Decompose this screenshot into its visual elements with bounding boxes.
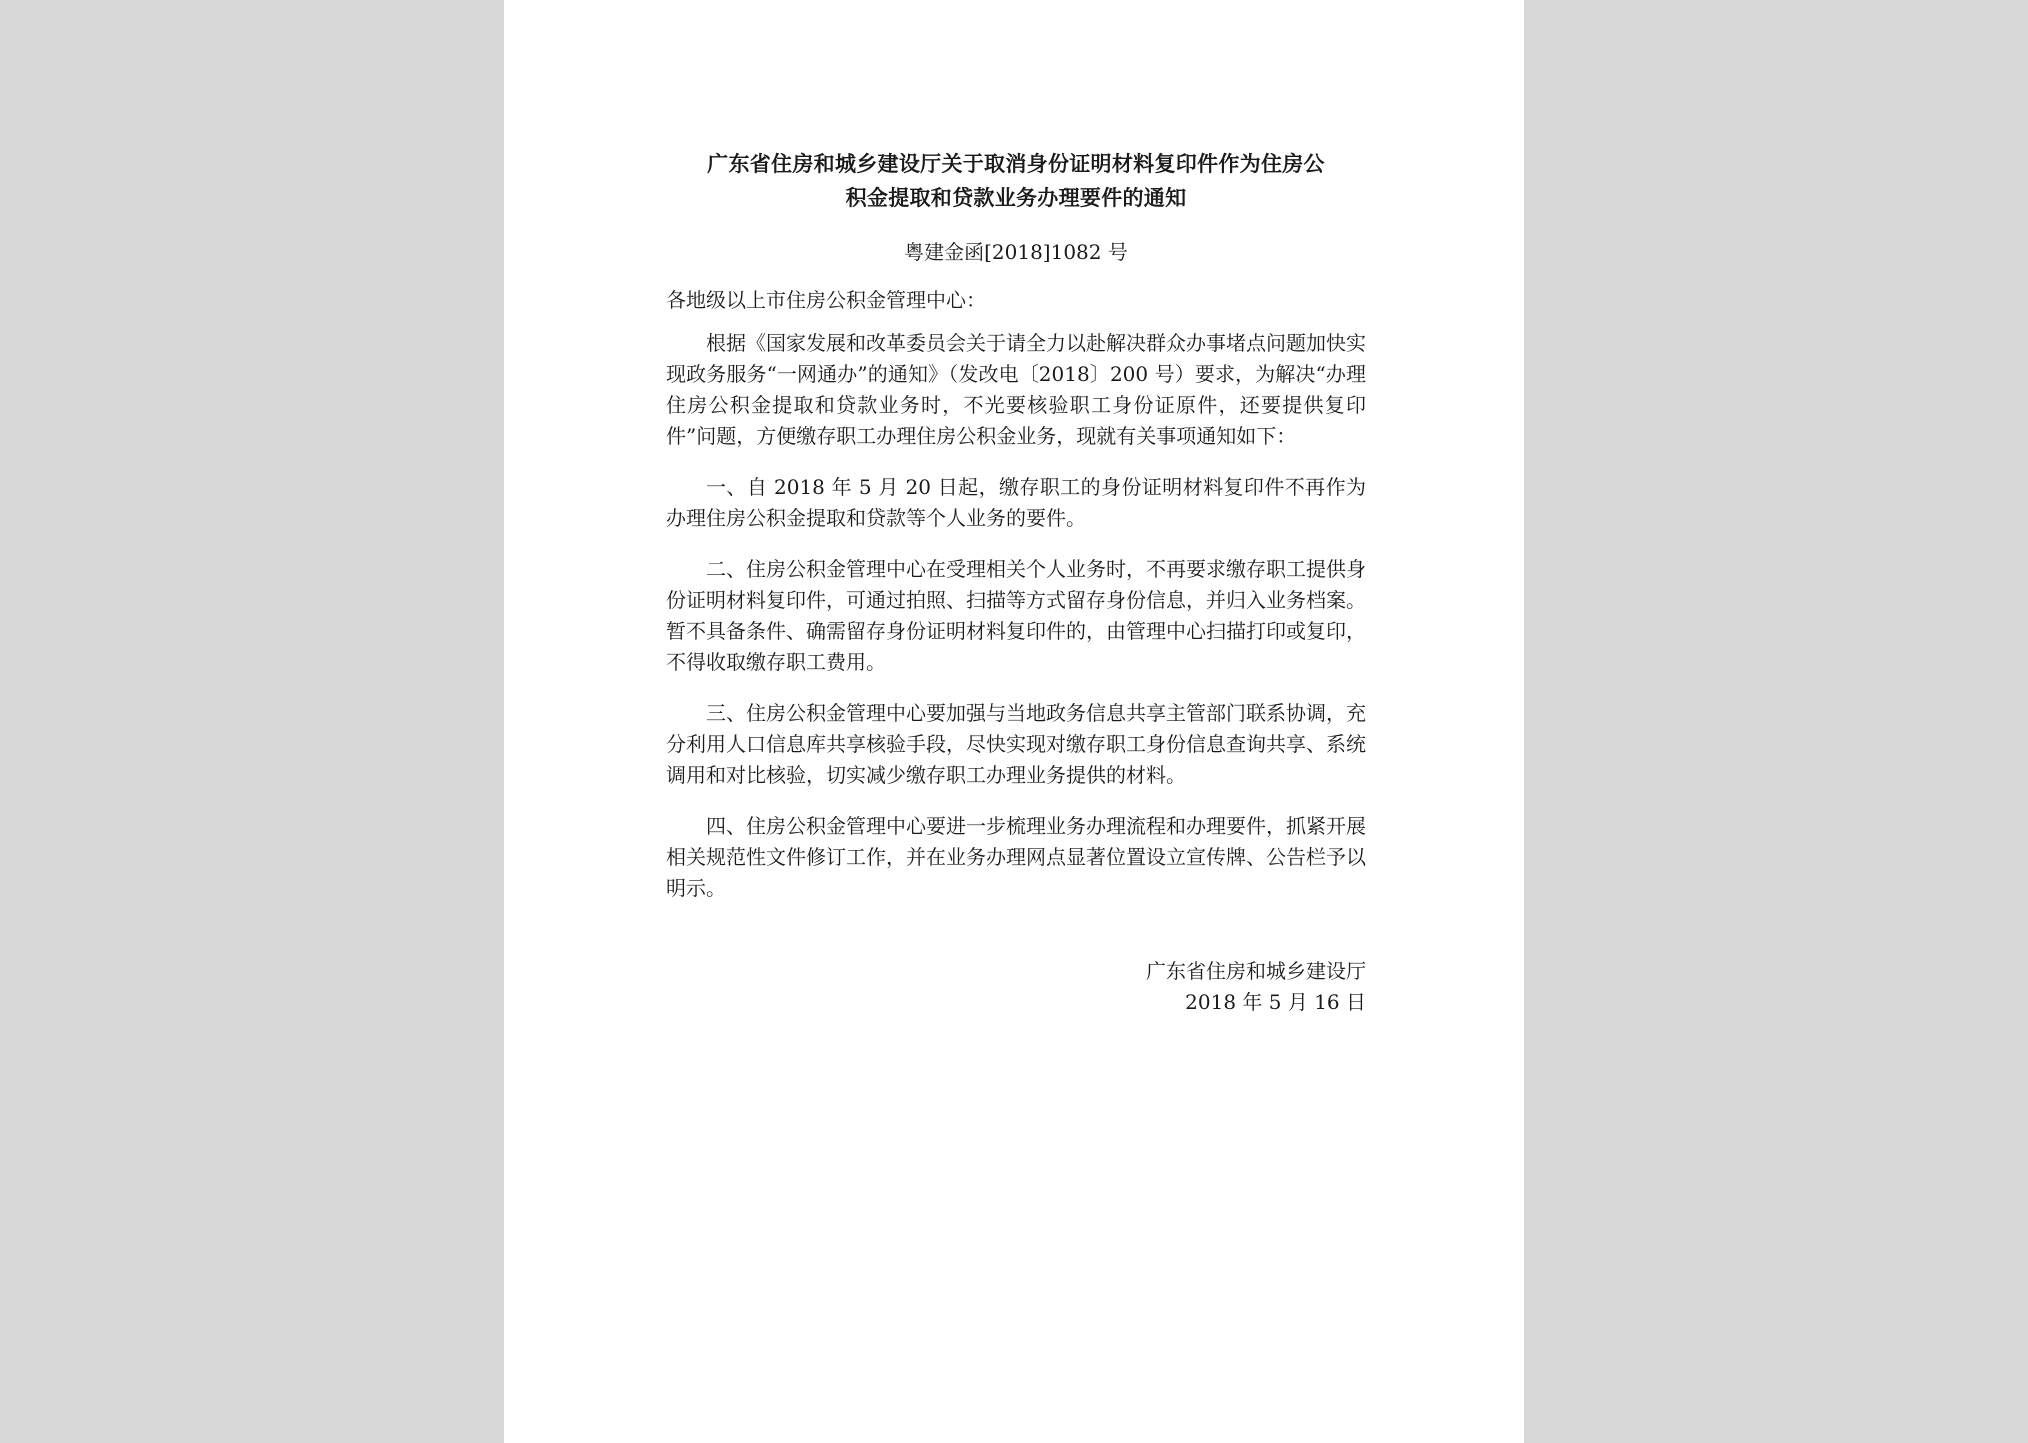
title-line-1: 广东省住房和城乡建设厅关于取消身份证明材料复印件作为住房公: [707, 152, 1325, 176]
document-page: [504, 0, 1524, 1443]
signature-block: [666, 956, 1366, 1018]
paragraph-item-1: 一、自 2018 年 5 月 20 日起，缴存职工的身份证明材料复印件不再作为办理住房公积金提取和贷款等个人业务的要件。: [666, 475, 1366, 530]
signature-date: 2018 年 5 月 16 日: [1185, 990, 1366, 1014]
paragraph-item-4: 四、住房公积金管理中心要进一步梳理业务办理流程和办理要件，抓紧开展相关规范性文件修订工作，并在业务办理网点显著位置设立宣传牌、公告栏予以明示。: [666, 814, 1366, 900]
title-line-2: 积金提取和贷款业务办理要件的通知: [845, 186, 1187, 210]
document-title: [666, 147, 1366, 215]
paragraph-item-3: 三、住房公积金管理中心要加强与当地政务信息共享主管部门联系协调，充分利用人口信息库共享核验手段，尽快实现对缴存职工身份信息查询共享、系统调用和对比核验，切实减少缴存职工办理业务提供的材料。: [666, 701, 1366, 787]
page-content: [666, 147, 1366, 1018]
signature-organization: 广东省住房和城乡建设厅: [1146, 959, 1366, 983]
paragraph-item-2: 二、住房公积金管理中心在受理相关个人业务时，不再要求缴存职工提供身份证明材料复印件，可通过拍照、扫描等方式留存身份信息，并归入业务档案。暂不具备条件、确需留存身份证明材料复印件的，由管理中心扫描打印或复印，不得收取缴存职工费用。: [666, 557, 1366, 674]
document-number: 粤建金函[2018]1082 号: [904, 240, 1128, 264]
salutation: 各地级以上市住房公积金管理中心：: [666, 288, 986, 312]
paragraph-intro: 根据《国家发展和改革委员会关于请全力以赴解决群众办事堵点问题加快实现政务服务“一网通办”的通知》（发改电〔2018〕200 号）要求，为解决“办理住房公积金提取和贷款业务时，不光要核验职工身份证原件，还要提供复印件”问题，方便缴存职工办理住房公积金业务，现就有关事项通知如下：: [666, 331, 1366, 448]
